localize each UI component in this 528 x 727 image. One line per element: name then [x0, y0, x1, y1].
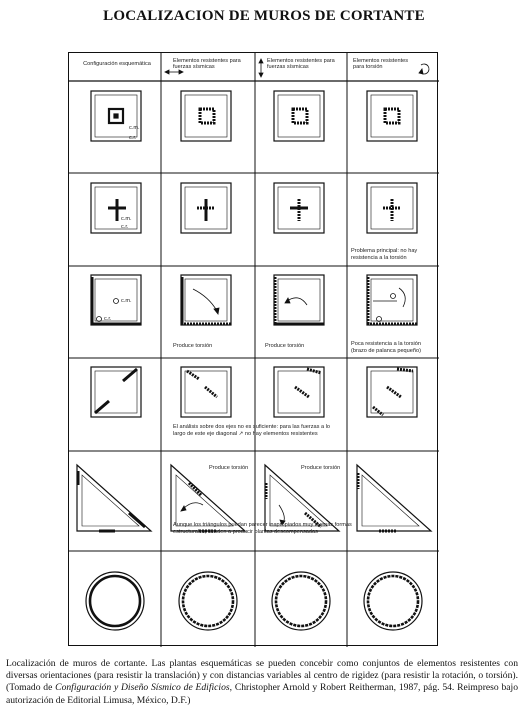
figure-caption — [6, 658, 518, 707]
row-4-diagonal-plans — [91, 367, 417, 417]
note-row4-diagonal: El análisis sobre dos ejes no es suficiente: para las fuerzas a lo largo de este eje diagonal ↗ no hay elementos resistentes — [173, 424, 331, 437]
header-configuration: Configuración esquemática — [83, 61, 151, 67]
row-1-core-plans — [91, 91, 417, 141]
page-title: LOCALIZACION DE MUROS DE CORTANTE — [103, 8, 425, 24]
note-row3-col2: Produce torsión — [173, 343, 213, 349]
caption-book-title: Configuración y Diseño Sísmico de Edificios — [55, 682, 230, 694]
label-cr-2: c.r. — [121, 224, 129, 230]
header-seismic-y: Elementos resistentes para fuerzas sísmicas — [267, 58, 335, 71]
caption-tail: , Christopher Arnold y Robert Reitherman, 1987, pág. 54. Reimpreso bajo autorización de Editorial Limusa, México, D.F.) — [6, 682, 519, 706]
note-row5-a: Produce torsión — [209, 465, 249, 471]
row-6-circular-plans — [86, 572, 422, 630]
label-cr: c.r. — [129, 135, 137, 141]
label-cm: c.m. — [129, 125, 140, 131]
shear-wall-table — [68, 52, 438, 646]
note-row3-col4: Poca resistencia a la torsión (brazo de palanca pequeño) — [351, 341, 421, 354]
note-row5-triangles: Aunque los triángulos puedan parecer inapropiados muy buenas formas estructurales, tienden a producir plantas descompensadas — [173, 522, 352, 535]
label-cm-2: c.m. — [121, 216, 132, 222]
row-2-cross-plans — [91, 183, 417, 233]
note-row5-b: Produce torsión — [301, 465, 341, 471]
row-3-corner-walls — [91, 277, 417, 325]
note-row3-col3: Produce torsión — [265, 343, 305, 349]
row-3-markers — [97, 288, 406, 322]
header-torsion: Elementos resistentes para torsión — [353, 58, 409, 71]
header-seismic-x: Elementos resistentes para fuerzas sísmicas — [173, 58, 241, 71]
note-row2-torsion: Problema principal: no hay resistencia a la torsión — [351, 248, 418, 261]
label-cm-3: c.m. — [121, 298, 132, 304]
row-4-diagonal-walls — [95, 369, 413, 415]
label-cr-3: c.r. — [104, 316, 112, 322]
caption-lead: Localización de muros de cortante. Las plantas esquemáticas se pueden concebir como conjuntos de elementos resistentes con diversas orientaciones (para resistir la translación) y con distancias variables al centro de rigidez (para resistir la rotación, o torsión). (Tomado de — [6, 658, 518, 694]
